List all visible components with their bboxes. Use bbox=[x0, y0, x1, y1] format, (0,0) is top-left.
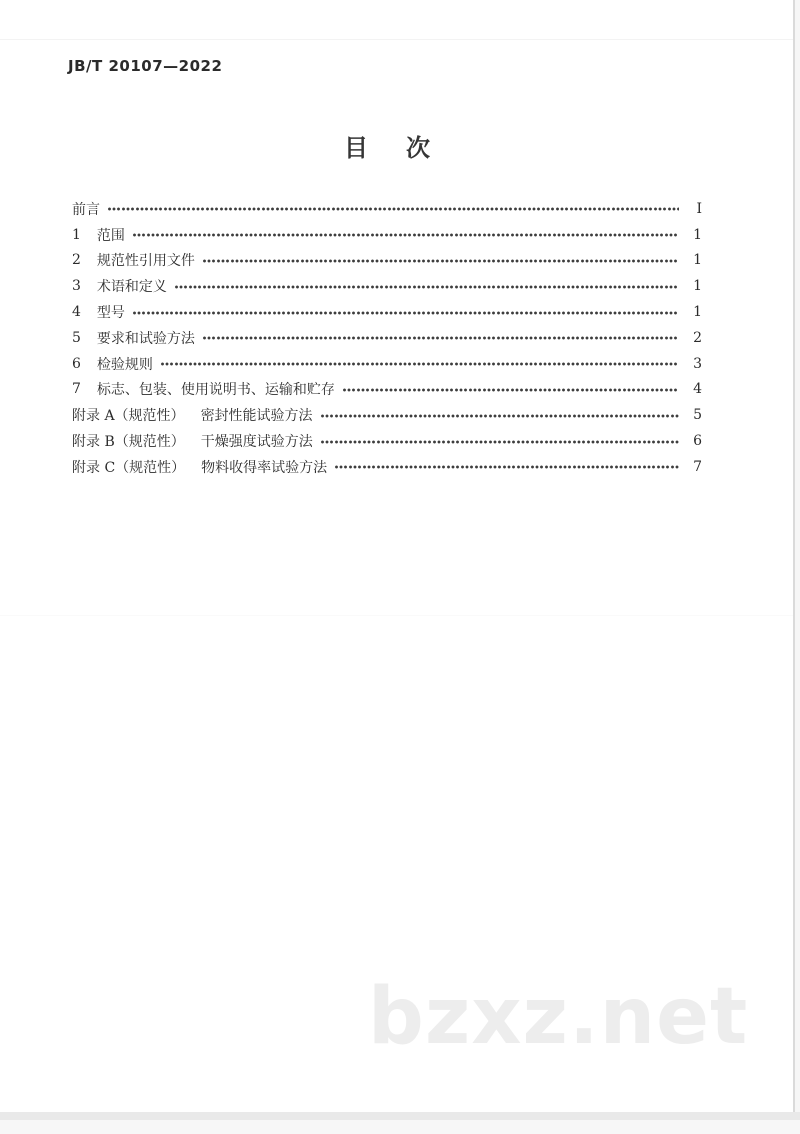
toc-entry-page: 1 bbox=[693, 226, 702, 243]
toc-entry-label: 型号 bbox=[96, 305, 125, 322]
toc-entry-page: 1 bbox=[693, 304, 702, 321]
dot-leader bbox=[334, 461, 679, 473]
toc-row bbox=[72, 377, 702, 403]
toc-entry-page: 2 bbox=[693, 329, 702, 346]
scan-artifact-line bbox=[0, 39, 800, 40]
watermark: bzxz.net bbox=[368, 972, 749, 1062]
toc-row bbox=[72, 273, 702, 299]
toc-entry-label: 检验规则 bbox=[96, 356, 153, 373]
toc-row bbox=[72, 299, 702, 325]
toc-entry-page: 7 bbox=[693, 458, 702, 475]
toc-entry-label: 要求和试验方法 bbox=[96, 330, 195, 347]
toc-row bbox=[72, 351, 702, 377]
toc-entry-number: 2 bbox=[72, 252, 81, 269]
dot-leader bbox=[107, 203, 679, 215]
toc-row bbox=[72, 402, 702, 428]
dot-leader bbox=[320, 436, 679, 448]
toc-entry-page: 5 bbox=[693, 407, 702, 424]
toc-row bbox=[72, 454, 702, 480]
dot-leader bbox=[202, 332, 679, 344]
scan-edge-bottom bbox=[0, 1112, 800, 1134]
toc-row bbox=[72, 428, 702, 454]
toc-entry-number: 7 bbox=[72, 381, 81, 398]
toc-entry-page: 6 bbox=[693, 433, 702, 450]
dot-leader bbox=[342, 384, 679, 396]
toc-entry-number: 附录 A（规范性） bbox=[72, 408, 185, 425]
table-of-contents bbox=[72, 196, 702, 480]
toc-row bbox=[72, 248, 702, 274]
toc-entry-label: 物料收得率试验方法 bbox=[201, 459, 328, 476]
toc-entry-page: 1 bbox=[693, 252, 702, 269]
toc-entry-number: 附录 B（规范性） bbox=[72, 434, 185, 451]
toc-entry-number: 附录 C（规范性） bbox=[72, 459, 186, 476]
page-title bbox=[72, 128, 702, 163]
standard-code: JB/T 20107—2022 bbox=[68, 57, 223, 75]
toc-row bbox=[72, 222, 702, 248]
toc-entry-number: 5 bbox=[72, 329, 81, 346]
toc-entry-label: 术语和定义 bbox=[96, 279, 167, 296]
toc-entry-number: 3 bbox=[72, 278, 81, 295]
toc-entry-number: 6 bbox=[72, 355, 81, 372]
toc-entry-label: 规范性引用文件 bbox=[96, 253, 195, 270]
toc-entry-page: 3 bbox=[693, 355, 702, 372]
dot-leader bbox=[174, 281, 679, 293]
toc-entry-label: 干燥强度试验方法 bbox=[200, 434, 313, 451]
toc-entry-page: I bbox=[696, 200, 702, 217]
toc-entry-page: 1 bbox=[693, 278, 702, 295]
toc-entry-number: 4 bbox=[72, 304, 81, 321]
toc-entry-label: 前言 bbox=[72, 201, 100, 218]
dot-leader bbox=[132, 229, 679, 241]
scan-artifact-line bbox=[0, 615, 800, 616]
dot-leader bbox=[132, 307, 679, 319]
scan-edge-right bbox=[793, 0, 800, 1134]
toc-entry-label: 标志、包装、使用说明书、运输和贮存 bbox=[96, 382, 335, 399]
toc-row bbox=[72, 196, 702, 222]
toc-entry-page: 4 bbox=[693, 381, 702, 398]
toc-entry-label: 密封性能试验方法 bbox=[200, 408, 313, 425]
toc-entry-number: 1 bbox=[72, 226, 81, 243]
dot-leader bbox=[320, 410, 679, 422]
dot-leader bbox=[160, 358, 679, 370]
toc-entry-label: 范围 bbox=[96, 227, 125, 244]
page-title-text: 目次 bbox=[344, 134, 468, 162]
dot-leader bbox=[202, 255, 679, 267]
toc-row bbox=[72, 325, 702, 351]
